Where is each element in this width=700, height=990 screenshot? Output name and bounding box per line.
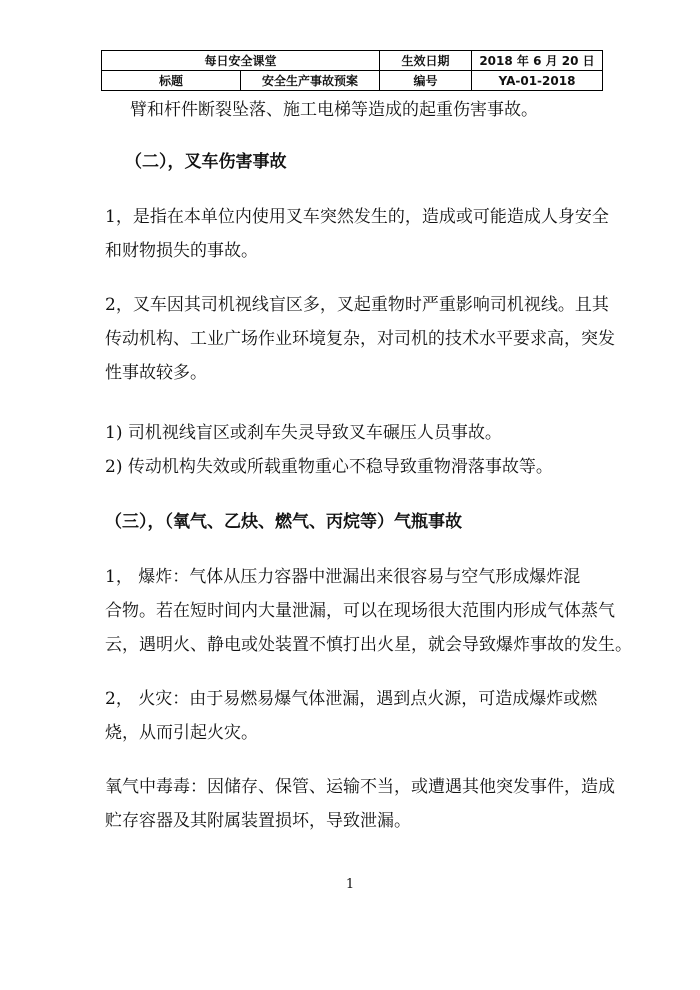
paragraph-3-line-2: 合物。若在短时间内大量泄漏，可以在现场很大范围内形成气体蒸气	[105, 601, 615, 621]
section-heading-forklift: （二），叉车伤害事故	[125, 152, 287, 172]
paragraph-3-line-3: 云，遇明火、静电或处装置不慎打出火星，就会导致爆炸事故的发生。	[105, 635, 632, 655]
continued-line: 臂和杆件断裂坠落、施工电梯等造成的起重伤害事故。	[130, 100, 538, 120]
paragraph-5-line-2: 贮存容器及其附属装置损坏，导致泄漏。	[105, 811, 411, 831]
paragraph-1-line-1: 1，是指在本单位内使用叉车突然发生的，造成或可能造成人身安全	[105, 207, 609, 227]
title-label: 标题	[102, 71, 241, 91]
paragraph-2-line-2: 传动机构、工业广场作业环境复杂，对司机的技术水平要求高，突发	[105, 329, 615, 349]
document-number-value: YA-01-2018	[472, 71, 603, 91]
document-title: 安全生产事故预案	[241, 71, 380, 91]
paragraph-5-line-1: 氧气中毒毒：因储存、保管、运输不当，或遭遇其他突发事件，造成	[105, 777, 615, 797]
paragraph-3-line-1: 1， 爆炸：气体从压力容器中泄漏出来很容易与空气形成爆炸混	[105, 567, 581, 587]
effective-date-value: 2018 年 6 月 20 日	[472, 51, 603, 71]
document-number-label: 编号	[380, 71, 472, 91]
list-item-1: 1) 司机视线盲区或刹车失灵导致叉车碾压人员事故。	[105, 423, 502, 443]
paragraph-2-line-1: 2，叉车因其司机视线盲区多，叉起重物时严重影响司机视线。且其	[105, 295, 609, 315]
paragraph-4-line-2: 烧，从而引起火灾。	[105, 723, 258, 743]
header-row-1	[102, 51, 603, 71]
section-heading-gas-cylinder: （三），（氧气、乙炔、燃气、丙烷等）气瓶事故	[105, 512, 462, 532]
header-row-2	[102, 71, 603, 91]
header-table	[101, 50, 603, 91]
paragraph-2-line-3: 性事故较多。	[105, 363, 207, 383]
effective-date-label: 生效日期	[380, 51, 472, 71]
header-title-cell: 每日安全课堂	[102, 51, 380, 71]
page-number: 1	[345, 877, 355, 892]
list-item-2: 2) 传动机构失效或所载重物重心不稳导致重物滑落事故等。	[105, 457, 553, 477]
paragraph-1-line-2: 和财物损失的事故。	[105, 241, 258, 261]
paragraph-4-line-1: 2， 火灾：由于易燃易爆气体泄漏，遇到点火源，可造成爆炸或燃	[105, 689, 598, 709]
